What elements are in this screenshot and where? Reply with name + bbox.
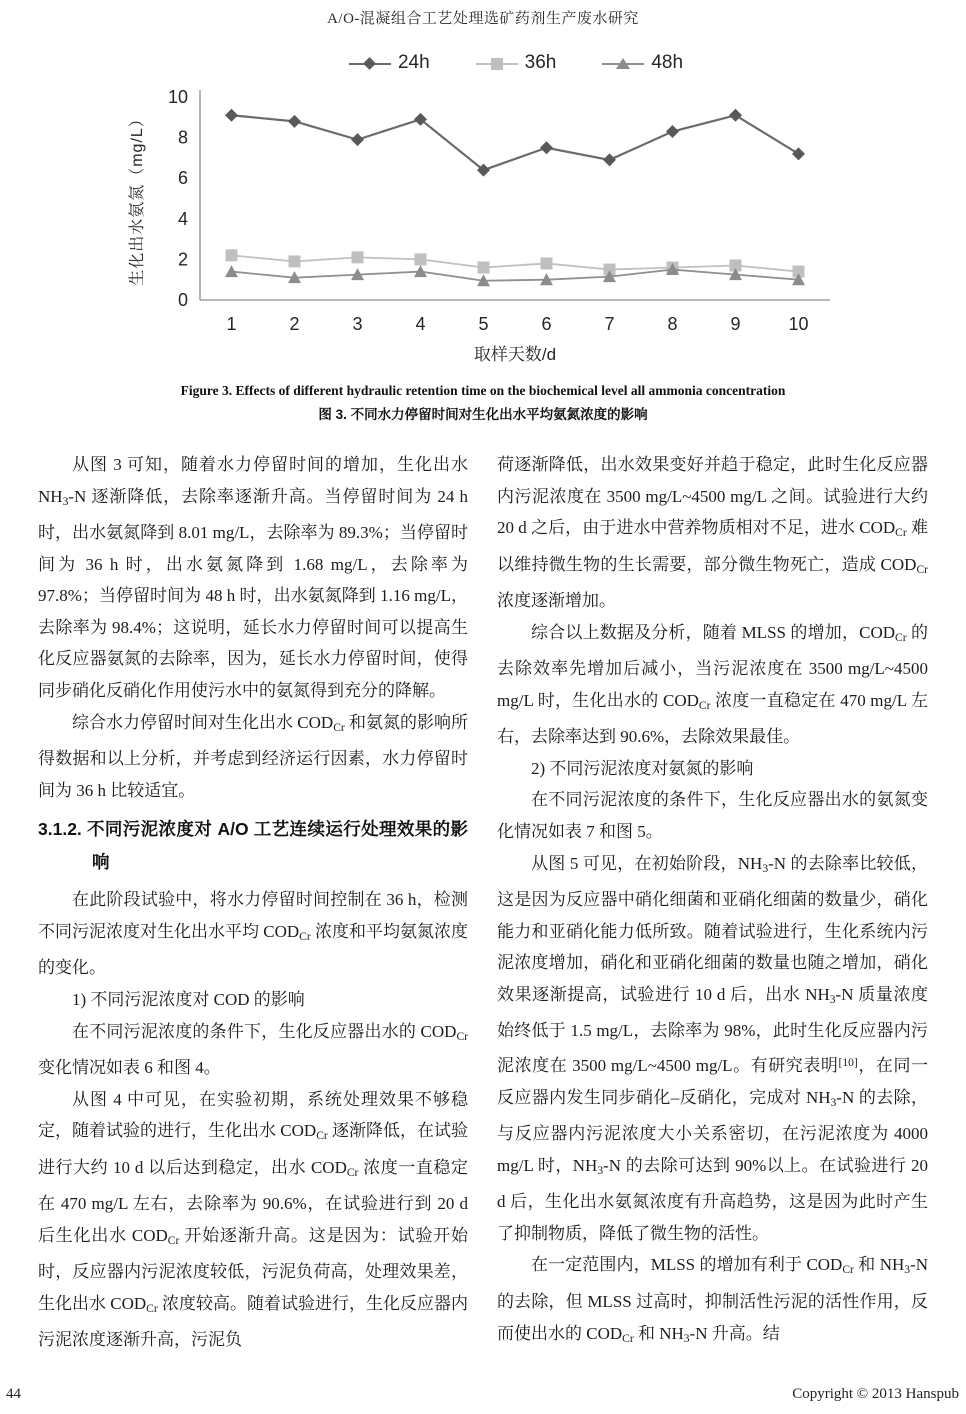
x-tick-label: 4 bbox=[415, 314, 426, 334]
footer-copyright: Copyright © 2013 Hanspub bbox=[792, 1386, 959, 1402]
data-point-square bbox=[541, 257, 553, 269]
x-axis-title: 取样天数/d bbox=[473, 345, 557, 364]
data-point-diamond bbox=[351, 133, 364, 146]
data-point-square bbox=[352, 251, 364, 263]
paragraph: 1) 不同污泥浓度对 COD 的影响 bbox=[72, 989, 305, 1009]
left-column bbox=[38, 449, 468, 1356]
paragraph: 从图 4 中可见，在实验初期，系统处理效果不够稳定，随着试验的进行，生化出水 $COD_{Cr}$ 逐渐降低，在试验进行大约 10 d 以后达到稳定，出水 $COD_{Cr}$ 浓度一直稳定在 470 mg/L 左右，去除率为 90.6%，在试验进行到 20 d 后生化出水 $COD_{Cr}$ 开始逐渐升高。这是因为：试验开始时，反应器内污泥浓度较低，污泥负荷高，处理效果差，生化出水 $COD_{Cr}$ 浓度较高。随着试验进行，生化反应器内污泥浓度逐渐升高，污泥负 bbox=[38, 1089, 469, 1350]
paragraph: 综合以上数据及分析，随着 MLSS 的增加，$COD_{Cr}$ 的去除效率先增加后减小，当污泥浓度在 3500 mg/L~4500 mg/L 时，生化出水的 $COD_{Cr}$ 浓度一直稳定在 470 mg/L 左右，去除率达到 90.6%，去除效果最佳。 bbox=[497, 622, 929, 747]
paragraph: 在一定范围内，MLSS 的增加有利于 $COD_{Cr}$ 和 $NH_3-N$ 的去除，但 MLSS 过高时，抑制活性污泥的活性作用，反而使出水的 $COD_{Cr}$ 和 $NH_3-N$ 升高。结 bbox=[497, 1255, 928, 1345]
y-tick-label: 10 bbox=[167, 87, 188, 107]
paragraph: 从图 5 可见，在初始阶段，$NH_3-N$ 的去除率比较低，这是因为反应器中硝化细菌和亚硝化细菌的数量少，硝化能力和亚硝化能力低所致。随着试验进行，生化系统内污泥浓度增加，硝化和亚硝化细菌的数量也随之增加，硝化效果逐渐提高，试验进行 10 d 后，出水 $NH_3-N$ 质量浓度始终低于 1.5 mg/L，去除率为 98%，此时生化反应器内污泥浓度在 3500 mg/L~4500 mg/L。有研究表明[10]，在同一反应器内发生同步硝化–反硝化，完成对 $NH_3-N$ 的去除，与反应器内污泥浓度大小关系密切，在污泥浓度为 4000 mg/L 时，$NH_3-N$ 的去除可达到 90%以上。在试验进行 20 d 后，生化出水氨氮浓度有升高趋势，这是因为此时产生了抑制物质，降低了微生物的活性。 bbox=[497, 853, 929, 1243]
paragraph: 从图 3 可知，随着水力停留时间的增加，生化出水 $NH_3-N$ 逐渐降低，去除率逐渐升高。当停留时间为 24 h 时，出水氨氮降到 8.01 mg/L，去除率为 89.3%；当停留时间为 36 h 时，出水氨氮降到 1.68 mg/L，去除率为 97.8%；当停留时间为 48 h 时，出水氨氮降到 1.16 mg/L，去除率为 98.4%；这说明，延长水力停留时间可以提高生化反应器氨氮的去除率，因为，延长水力停留时间，使得同步硝化反硝化作用使污水中的氨氮得到充分的降解。 bbox=[38, 455, 468, 701]
data-point-square bbox=[478, 262, 490, 274]
data-point-diamond bbox=[729, 109, 742, 122]
data-point-diamond bbox=[603, 153, 616, 166]
data-point-triangle bbox=[225, 265, 238, 277]
series-line-48h bbox=[232, 270, 799, 281]
series-line-36h bbox=[232, 255, 799, 271]
series-line-24h bbox=[232, 115, 799, 170]
figure3-caption-en: Figure 3. Effects of different hydraulic retention time on the biochemical level all ammonia concentration bbox=[180, 383, 786, 398]
x-tick-label: 10 bbox=[788, 314, 809, 334]
data-point-square bbox=[415, 253, 427, 265]
y-axis-title: 生化出水氨氮（mg/L） bbox=[129, 110, 146, 286]
x-tick-label: 5 bbox=[478, 314, 489, 334]
data-point-diamond bbox=[288, 115, 301, 128]
paragraph: 荷逐渐降低，出水效果变好并趋于稳定，此时生化反应器内污泥浓度在 3500 mg/L~4500 mg/L 之间。试验进行大约 20 d 之后，由于进水中营养物质相对不足，进水 $COD_{Cr}$ 难以维持微生物的生长需要，部分微生物死亡，造成 $COD_{Cr}$ 浓度逐渐增加。 bbox=[497, 455, 928, 611]
right-column bbox=[497, 449, 928, 1354]
y-tick-label: 0 bbox=[177, 290, 188, 310]
legend-label: 24h bbox=[397, 52, 430, 73]
running-head-title: A/O-混凝组合工艺处理选矿药剂生产废水研究 bbox=[327, 11, 639, 27]
data-point-diamond bbox=[792, 147, 805, 160]
y-tick-label: 2 bbox=[177, 249, 188, 270]
x-tick-label: 9 bbox=[730, 314, 741, 334]
x-tick-label: 8 bbox=[667, 314, 678, 334]
figure3-caption-zh: 图 3. 不同水力停留时间对生化出水平均氨氮浓度的影响 bbox=[318, 407, 648, 422]
figure3-caption bbox=[0, 383, 966, 423]
x-tick-label: 1 bbox=[226, 314, 237, 334]
footer-page-number: 44 bbox=[6, 1386, 21, 1402]
x-tick-label: 6 bbox=[541, 314, 552, 334]
figure3-chart bbox=[112, 40, 852, 375]
section-heading: 3.1.2. 不同污泥浓度对 A/O 工艺连续运行处理效果的影响 bbox=[38, 819, 468, 873]
figure3-chart-area bbox=[0, 40, 966, 380]
paragraph: 在此阶段试验中，将水力停留时间控制在 36 h，检测不同污泥浓度对生化出水平均 $COD_{Cr}$ 浓度和平均氨氮浓度的变化。 bbox=[38, 890, 468, 978]
data-point-square bbox=[226, 249, 238, 261]
x-tick-label: 7 bbox=[604, 314, 615, 334]
data-point-diamond bbox=[225, 109, 238, 122]
y-tick-label: 8 bbox=[177, 127, 188, 148]
paragraph: 在不同污泥浓度的条件下，生化反应器出水的 $COD_{Cr}$ 变化情况如表 6 和图 4。 bbox=[38, 1021, 468, 1077]
y-tick-label: 4 bbox=[177, 208, 188, 229]
data-point-diamond bbox=[540, 141, 553, 154]
y-tick-label: 6 bbox=[177, 168, 188, 189]
data-point-square bbox=[289, 255, 301, 267]
paragraph: 综合水力停留时间对生化出水 $COD_{Cr}$ 和氨氮的影响所得数据和以上分析，并考虑到经济运行因素，水力停留时间为 36 h 比较适宜。 bbox=[38, 712, 468, 800]
x-tick-label: 2 bbox=[289, 314, 300, 334]
paragraph: 在不同污泥浓度的条件下，生化反应器出水的氨氮变化情况如表 7 和图 5。 bbox=[497, 790, 928, 842]
x-tick-label: 3 bbox=[352, 314, 363, 334]
legend-label: 36h bbox=[524, 52, 557, 73]
legend-label: 48h bbox=[651, 52, 684, 73]
data-point-diamond bbox=[666, 125, 679, 138]
paragraph: 2) 不同污泥浓度对氨氮的影响 bbox=[531, 758, 754, 778]
